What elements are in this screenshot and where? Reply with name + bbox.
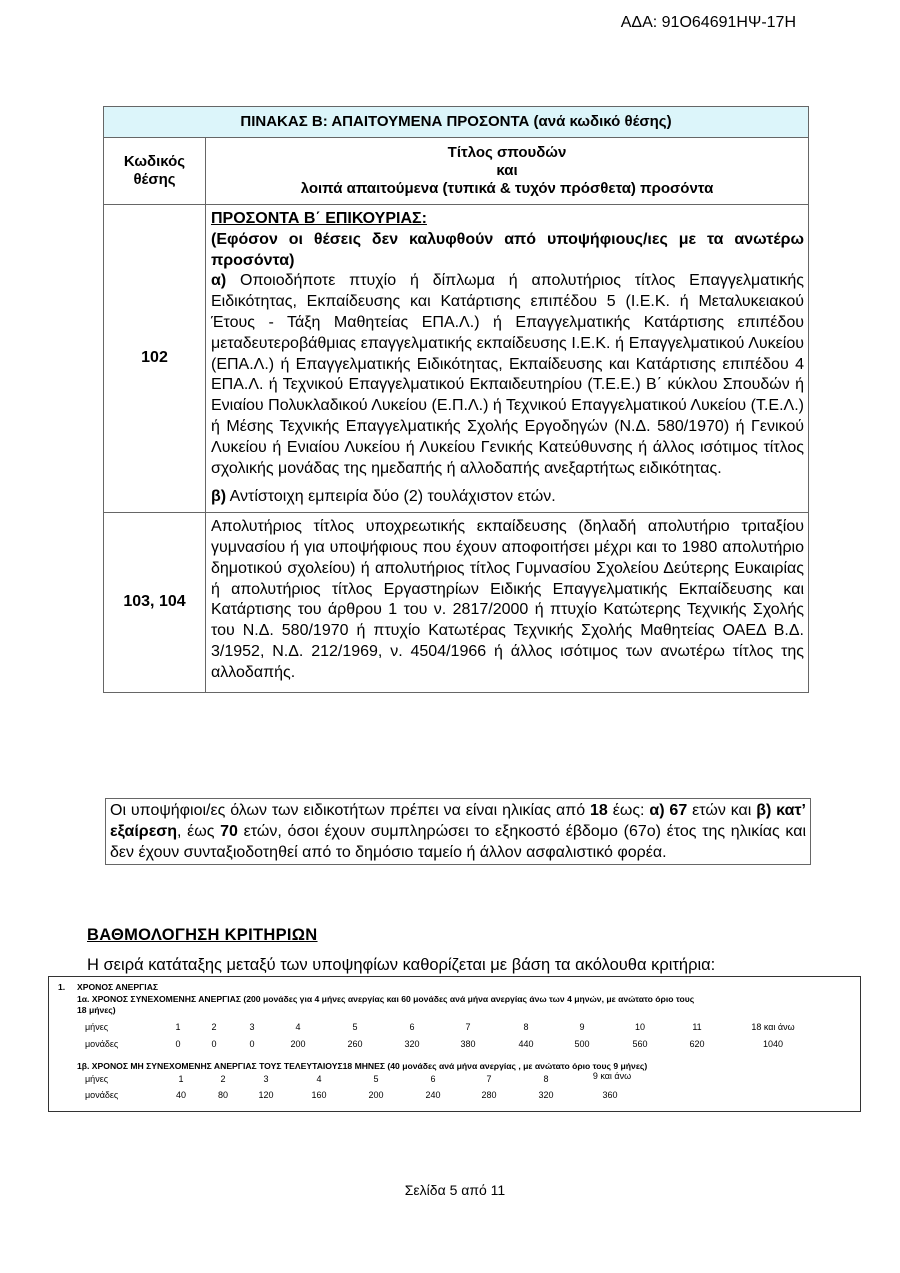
ada-code: ΑΔΑ: 91Ο64691ΗΨ-17Η xyxy=(620,14,796,31)
page-number: Σελίδα 5 από 11 xyxy=(404,1182,506,1198)
item1-title: ΧΡΟΝΟΣ ΑΝΕΡΓΙΑΣ xyxy=(77,982,159,992)
col-header-title: Τίτλος σπουδών και λοιπά απαιτούμενα (τυπικά & τυχόν πρόσθετα) προσόντα xyxy=(206,138,809,205)
sub1b-title: 1β. ΧΡΟΝΟΣ ΜΗ ΣΥΝΕΧΟΜΕΝΗΣ ΑΝΕΡΓΙΑΣ ΤΟΥΣ ΤΕΛΕΥΤΑΙΟΥΣ18 ΜΗΝΕΣ (40 μονάδες ανά μήνα ανεργίας , με ανώτατο όριο τους 9 μήνες) xyxy=(77,1061,648,1071)
sub1a-points-row: μονάδες 0 0 0 200 260 320 380 440 500 560 620 1040 xyxy=(85,1039,784,1049)
criteria-intro: Η σειρά κατάταξης μεταξύ των υποψηφίων καθορίζεται με βάση τα ακόλουθα κριτήρια: xyxy=(87,956,716,974)
table-title: ΠΙΝΑΚΑΣ Β: ΑΠΑΙΤΟΥΜΕΝΑ ΠΡΟΣΟΝΤΑ (ανά κωδικό θέσης) xyxy=(104,107,809,138)
unemployment-criteria-box xyxy=(48,976,861,1112)
requirements-table xyxy=(103,106,809,693)
sub1a-title: 1α. ΧΡΟΝΟΣ ΣΥΝΕΧΟΜΕΝΗΣ ΑΝΕΡΓΙΑΣ (200 μονάδες για 4 μήνες ανεργίας και 60 μονάδες ανά μήνα ανεργίας άνω των 4 μηνών, με ανώτατο όριο τους xyxy=(77,994,695,1004)
age-requirement-note: Οι υποψήφιοι/ες όλων των ειδικοτήτων πρέπει να είναι ηλικίας από 18 έως: α) 67 ετών και β) κατ’ εξαίρεση, έως 70 ετών, όσοι έχουν συμπληρώσει το εξηκοστό έβδομο (67ο) έτος της ηλικίας και δεν έχουν συνταξιοδοτηθεί από το δημόσιο ταμείο ή άλλον ασφαλιστικό φορέα. xyxy=(105,798,811,865)
sub1a-title-cont: 18 μήνες) xyxy=(77,1005,116,1015)
qualifications-text: ΠΡΟΣΟΝΤΑ Β΄ ΕΠΙΚΟΥΡΙΑΣ: (Εφόσον οι θέσεις δεν καλυφθούν από υποψήφιους/ιες με τα ανωτέρω προσόντα) α) Οποιοδήποτε πτυχίο ή δίπλωμα ή απολυτήριος τίτλος Επαγγελματικής Ειδικότητας, Εκπαίδευσης και Κατάρτισης επιπέδου 5 (Ι.Ε.Κ. ή Μεταλυκειακού Έτους - Τάξη Μαθητείας ΕΠΑ.Λ.) ή Επαγγελματικής Κατάρτισης επιπέδου μεταδευτεροβάθμιας επαγγελματικής εκπαίδευσης Ι.Ε.Κ. ή Επαγγελματικού Λυκείου (ΕΠΑ.Λ.) ή Επαγγελματικής Ειδικότητας, Εκπαίδευσης και Κατάρτισης επιπέδου 4 ΕΠΑ.Λ. ή Τεχνικού Επαγγελματικού Εκπαιδευτηρίου (Τ.Ε.Ε.) Β΄ κύκλου Σπουδών ή Ενιαίου Πολυκλαδικού Λυκείου (Ε.Π.Λ.) ή Τεχνικού Επαγγελματικού Λυκείου (Τ.Ε.Λ.) ή Μέσης Τεχνικής Επαγγελματικής Σχολής Εργοδηγών (Ν.Δ. 580/1970) ή Γενικού Λυκείου ή Ενιαίου Λυκείου ή Λυκείου Γενικής Κατεύθυνσης ή άλλος ισότιμος τίτλος σχολικής μονάδας της ημεδαπής ή αλλοδαπής ανεξαρτήτως ειδικότητας. β) Αντίστοιχη εμπειρία δύο (2) τουλάχιστον ετών. xyxy=(206,205,809,513)
col-header-code: Κωδικός θέσης xyxy=(104,138,206,205)
table-row xyxy=(104,205,809,513)
position-code: 103, 104 xyxy=(104,513,206,692)
table-row xyxy=(104,513,809,692)
sub1b-points-row: μονάδες 40 80 120 160 200 240 280 320 360 xyxy=(85,1090,618,1100)
sub1b-months-row: μήνες 1 2 3 4 5 6 7 8 9 και άνω xyxy=(85,1071,632,1084)
sub1a-months-row: μήνες 1 2 3 4 5 6 7 8 9 10 11 18 και άνω xyxy=(85,1022,795,1032)
item1-number: 1. xyxy=(58,982,66,992)
criteria-title: ΒΑΘΜΟΛΟΓΗΣΗ ΚΡΙΤΗΡΙΩΝ xyxy=(87,926,318,944)
qualifications-text: Απολυτήριος τίτλος υποχρεωτικής εκπαίδευσης (δηλαδή απολυτήριο τριταξίου γυμνασίου ή για υποψήφιους που έχουν αποφοιτήσει μέχρι και το 1980 απολυτήριο δημοτικού σχολείου) ή απολυτήριος τίτλος Γυμνασίου Σχολείου Δεύτερης Ευκαιρίας ή απολυτήριος τίτλος Εργαστηρίων Ειδικής Επαγγελματικής Εκπαίδευσης και Κατάρτισης του άρθρου 1 του ν. 2817/2000 ή πτυχίο Κατώτερης Τεχνικής Σχολής του Ν.Δ. 580/1970 ή πτυχίο Κατωτέρας Τεχνικής Σχολής Μαθητείας ΟΑΕΔ Β.Δ. 3/1952, Ν.Δ. 212/1969, ν. 4504/1966 ή άλλος ισότιμος των ανωτέρω τίτλος της αλλοδαπής. xyxy=(206,513,809,692)
position-code: 102 xyxy=(104,205,206,513)
